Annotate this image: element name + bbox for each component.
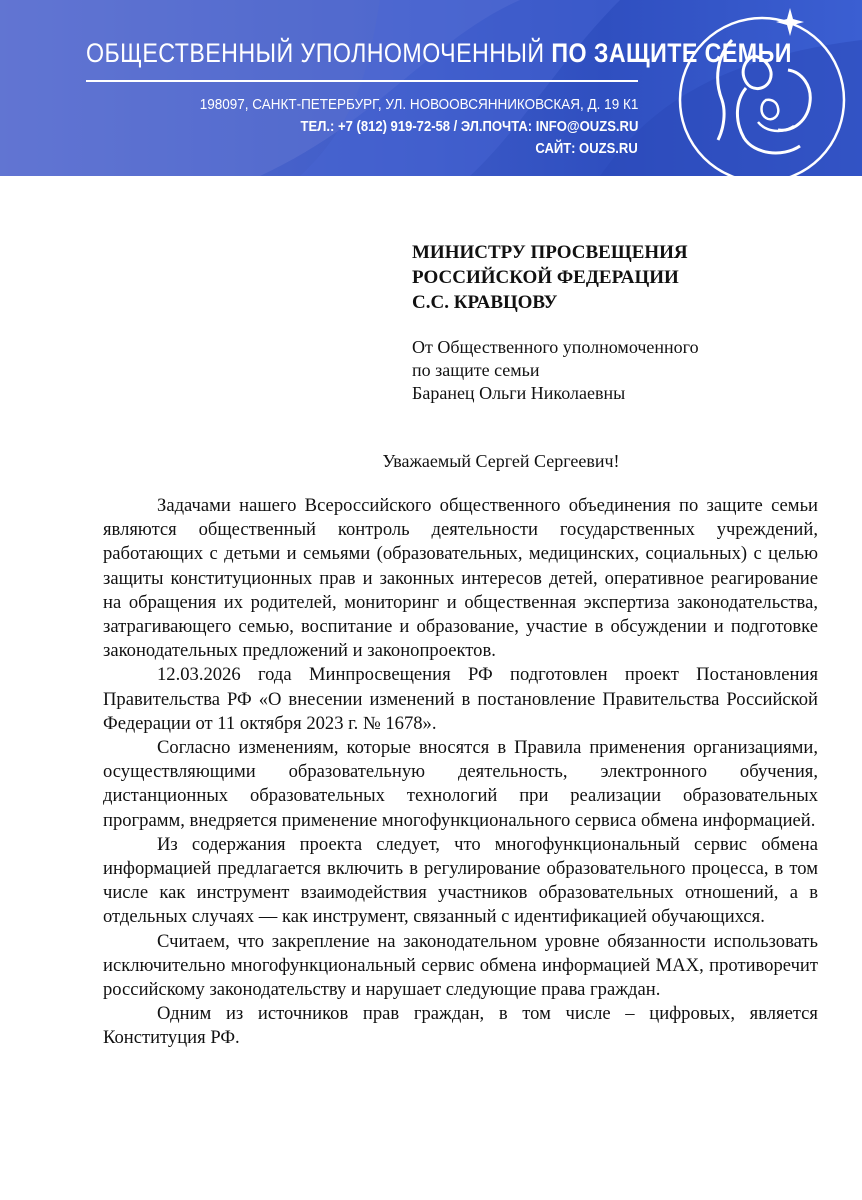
body-paragraph: Считаем, что закрепление на законодательном уровне обязанности использовать исключительно многофункциональный сервис обмена информацией MAX, противоречит российскому законодательству и нарушает следующие права граждан.	[103, 930, 818, 1001]
addressee-line: С.С. КРАВЦОВУ	[412, 292, 558, 313]
letter-body	[103, 494, 818, 1051]
org-name-part2: ПО ЗАЩИТЕ СЕМЬИ	[551, 38, 792, 68]
sender-line: От Общественного уполномоченного	[412, 337, 699, 357]
org-address: 198097, САНКТ-ПЕТЕРБУРГ, УЛ. НОВООВСЯННИКОВСКАЯ, Д. 19 К1	[199, 96, 638, 113]
org-name-part1: ОБЩЕСТВЕННЫЙ УПОЛНОМОЧЕННЫЙ	[86, 38, 552, 68]
letterhead-banner	[0, 0, 862, 176]
org-phone-email: ТЕЛ.: +7 (812) 919-72-58 / ЭЛ.ПОЧТА: INFO@OUZS.RU	[300, 119, 638, 135]
org-name-underline	[86, 80, 638, 82]
sender-line: Баранец Ольги Николаевны	[412, 383, 626, 403]
addressee-line: РОССИЙСКОЙ ФЕДЕРАЦИИ	[412, 267, 679, 288]
body-paragraph: Одним из источников прав граждан, в том числе – цифровых, является Конституция РФ.	[103, 1003, 818, 1049]
salutation: Уважаемый Сергей Сергеевич!	[382, 451, 620, 471]
sender-block	[412, 336, 699, 405]
addressee-line: МИНИСТРУ ПРОСВЕЩЕНИЯ	[412, 242, 688, 263]
addressee-block	[412, 240, 688, 315]
mother-child-emblem-icon	[662, 0, 862, 176]
body-paragraph: Согласно изменениям, которые вносятся в Правила применения организациями, осуществляющими образовательную деятельность, электронного обучения, дистанционных образовательных технологий при реализации образовательных программ, внедряется применение многофункционального сервиса обмена информацией.	[103, 737, 818, 831]
body-paragraph: Из содержания проекта следует, что многофункциональный сервис обмена информацией предлагается включить в регулирование образовательного процесса, в том числе как инструмент взаимодействия участников образовательных отношений, а в отдельных случаях — как инструмент, связанный с идентификацией обучающихся.	[103, 833, 818, 928]
org-site: САЙТ: OUZS.RU	[535, 141, 638, 157]
body-paragraph: Задачами нашего Всероссийского общественного объединения по защите семьи являются общественный контроль деятельности государственных учреждений, работающих с детьми и семьями (образовательных, медицинских, социальных) с целью защиты конституционных прав и законных интересов детей, оперативное реагирование на обращения их родителей, мониторинг и общественная экспертиза законодательства, затрагивающего семью, воспитание и образование, участие в обсуждении и подготовке законодательных предложений и законопроектов.	[103, 495, 818, 662]
body-paragraph: 12.03.2026 года Минпросвещения РФ подготовлен проект Постановления Правительства РФ «О внесении изменений в постановление Правительства Российской Федерации от 11 октября 2023 г. № 1678».	[103, 664, 818, 734]
sender-line: по защите семьи	[412, 360, 540, 380]
